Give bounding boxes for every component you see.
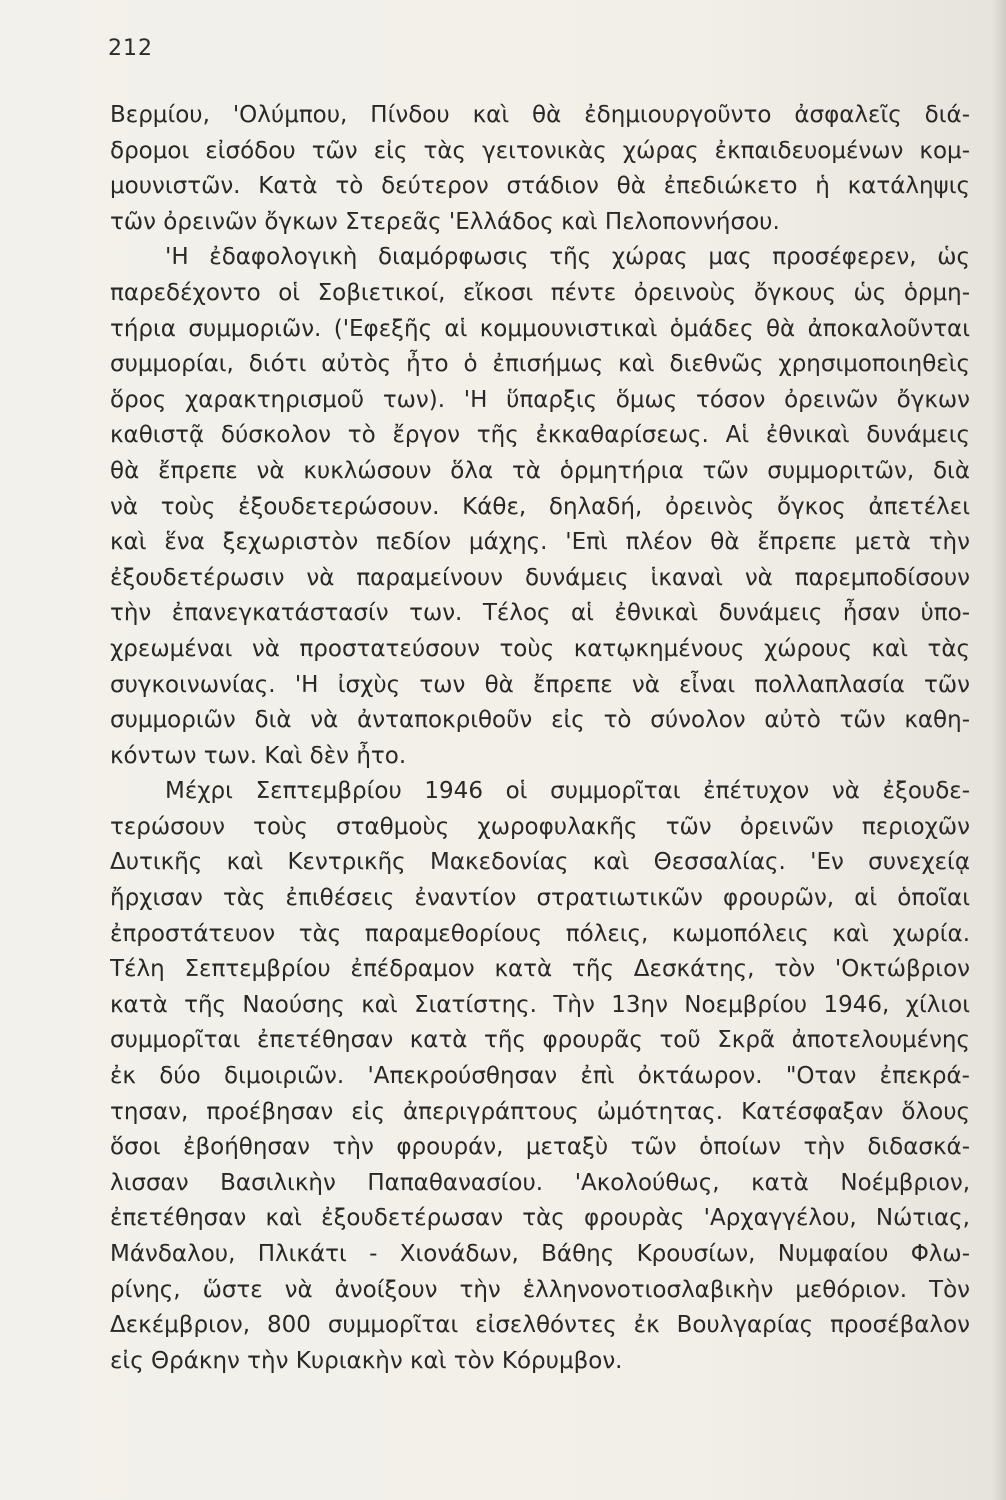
text-line: εἰς Θράκην τὴν Κυριακὴν καὶ τὸν Κόρυμβον. <box>110 1347 623 1374</box>
page-edge-shadow <box>992 0 1006 1500</box>
text-line: καθιστᾷ δύσκολον τὸ ἔργον τῆς ἐκκαθαρίσεως. Αἱ ἐθνικαὶ δυνάμεις <box>110 422 970 449</box>
text-line: ἤρχισαν τὰς ἐπιθέσεις ἐναντίον στρατιωτικῶν φρουρῶν, αἱ ὁποῖαι <box>110 885 970 912</box>
text-line: κατὰ τῆς Ναούσης καὶ Σιατίστης. Τὴν 13ην Νοεμβρίου 1946, χίλιοι <box>110 991 970 1018</box>
text-line: τῶν ὀρεινῶν ὄγκων Στερεᾶς 'Ελλάδος καὶ Πελοποννήσου. <box>110 208 780 235</box>
text-line: καὶ ἕνα ξεχωριστὸν πεδίον μάχης. 'Επὶ πλέον θὰ ἔπρεπε μετὰ τὴν <box>110 529 970 556</box>
page-number: 212 <box>108 36 153 61</box>
text-line: ἐπροστάτευον τὰς παραμεθορίους πόλεις, κωμοπόλεις καὶ χωρία. <box>110 920 970 947</box>
text-line: ὅσοι ἐβοήθησαν τὴν φρουράν, μεταξὺ τῶν ὁποίων τὴν διδασκά- <box>110 1134 970 1161</box>
text-line: ρίνης, ὥστε νὰ ἀνοίξουν τὴν ἑλληνονοτιοσλαβικὴν μεθόριον. Τὸν <box>110 1276 970 1303</box>
text-line: ἐξουδετέρωσιν νὰ παραμείνουν δυνάμεις ἱκαναὶ νὰ παρεμποδίσουν <box>110 564 970 591</box>
paragraph-start-line: 'Η ἐδαφολογικὴ διαμόρφωσις τῆς χώρας μας προσέφερεν, ὡς <box>165 244 970 271</box>
text-line: ὅρος χαρακτηρισμοῦ των). 'Η ὕπαρξις ὅμως τόσον ὀρεινῶν ὄγκων <box>110 386 970 413</box>
body-text <box>110 98 970 1379</box>
text-line: νὰ τοὺς ἐξουδετερώσουν. Κάθε, δηλαδή, ὀρεινὸς ὄγκος ἀπετέλει <box>110 493 970 520</box>
text-line: Τέλη Σεπτεμβρίου ἐπέδραμον κατὰ τῆς Δεσκάτης, τὸν 'Οκτώβριον <box>110 956 970 983</box>
text-line: συμμοριῶν διὰ νὰ ἀνταποκριθοῦν εἰς τὸ σύνολον αὐτὸ τῶν καθη- <box>110 707 970 734</box>
text-line: τὴν ἐπανεγκατάστασίν των. Τέλος αἱ ἐθνικαὶ δυνάμεις ἦσαν ὑπο- <box>110 600 970 627</box>
text-line: παρεδέχοντο οἱ Σοβιετικοί, εἴκοσι πέντε ὀρεινοὺς ὄγκους ὡς ὁρμη- <box>110 279 970 306</box>
text-line: ἐκ δύο διμοιριῶν. 'Απεκρούσθησαν ἐπὶ ὀκτάωρον. "Οταν ἐπεκρά- <box>110 1063 970 1090</box>
text-line: συγκοινωνίας. 'Η ἰσχὺς των θὰ ἔπρεπε νὰ εἶναι πολλαπλασία τῶν <box>110 671 970 698</box>
text-line: θὰ ἔπρεπε νὰ κυκλώσουν ὅλα τὰ ὁρμητήρια τῶν συμμοριτῶν, διὰ <box>110 457 970 484</box>
paragraph-start-line: Μέχρι Σεπτεμβρίου 1946 οἱ συμμορῖται ἐπέτυχον νὰ ἐξουδε- <box>165 778 970 805</box>
text-line: χρεωμέναι νὰ προστατεύσουν τοὺς κατῳκημένους χώρους καὶ τὰς <box>110 635 970 662</box>
text-line: τήρια συμμοριῶν. ('Εφεξῆς αἱ κομμουνιστικαὶ ὁμάδες θὰ ἀποκαλοῦνται <box>110 315 970 342</box>
text-line: μουνιστῶν. Κατὰ τὸ δεύτερον στάδιον θὰ ἐπεδιώκετο ἡ κατάληψις <box>110 173 970 200</box>
text-line: συμμορῖται ἐπετέθησαν κατὰ τῆς φρουρᾶς τοῦ Σκρᾶ ἀποτελουμένης <box>110 1027 970 1054</box>
text-line: τερώσουν τοὺς σταθμοὺς χωροφυλακῆς τῶν ὀρεινῶν περιοχῶν <box>110 813 970 840</box>
text-line: Βερμίου, 'Ολύμπου, Πίνδου καὶ θὰ ἐδημιουργοῦντο ἀσφαλεῖς διά- <box>110 102 970 128</box>
text-line: λισσαν Βασιλικὴν Παπαθανασίου. 'Ακολούθως, κατὰ Νοέμβριον, <box>110 1169 970 1196</box>
text-line: τησαν, προέβησαν εἰς ἀπεριγράπτους ὠμότητας. Κατέσφαξαν ὅλους <box>110 1098 970 1125</box>
text-line: Δυτικῆς καὶ Κεντρικῆς Μακεδονίας καὶ Θεσσαλίας. 'Εν συνεχείᾳ <box>110 849 970 876</box>
text-line: Μάνδαλου, Πλικάτι - Χιονάδων, Βάθης Κρουσίων, Νυμφαίου Φλω- <box>110 1241 970 1267</box>
text-line: Δεκέμβριον, 800 συμμορῖται εἰσελθόντες ἐκ Βουλγαρίας προσέβαλον <box>110 1312 970 1339</box>
text-line: κόντων των. Καὶ δὲν ἦτο. <box>110 742 407 769</box>
text-line: συμμορίαι, διότι αὐτὸς ἦτο ὁ ἐπισήμως καὶ διεθνῶς χρησιμοποιηθεὶς <box>110 351 970 378</box>
text-line: ἐπετέθησαν καὶ ἐξουδετέρωσαν τὰς φρουρὰς 'Αρχαγγέλου, Νώτιας, <box>110 1205 970 1232</box>
text-line: δρομοι εἰσόδου τῶν εἰς τὰς γειτονικὰς χώρας ἐκπαιδευομένων κομ- <box>110 137 970 164</box>
